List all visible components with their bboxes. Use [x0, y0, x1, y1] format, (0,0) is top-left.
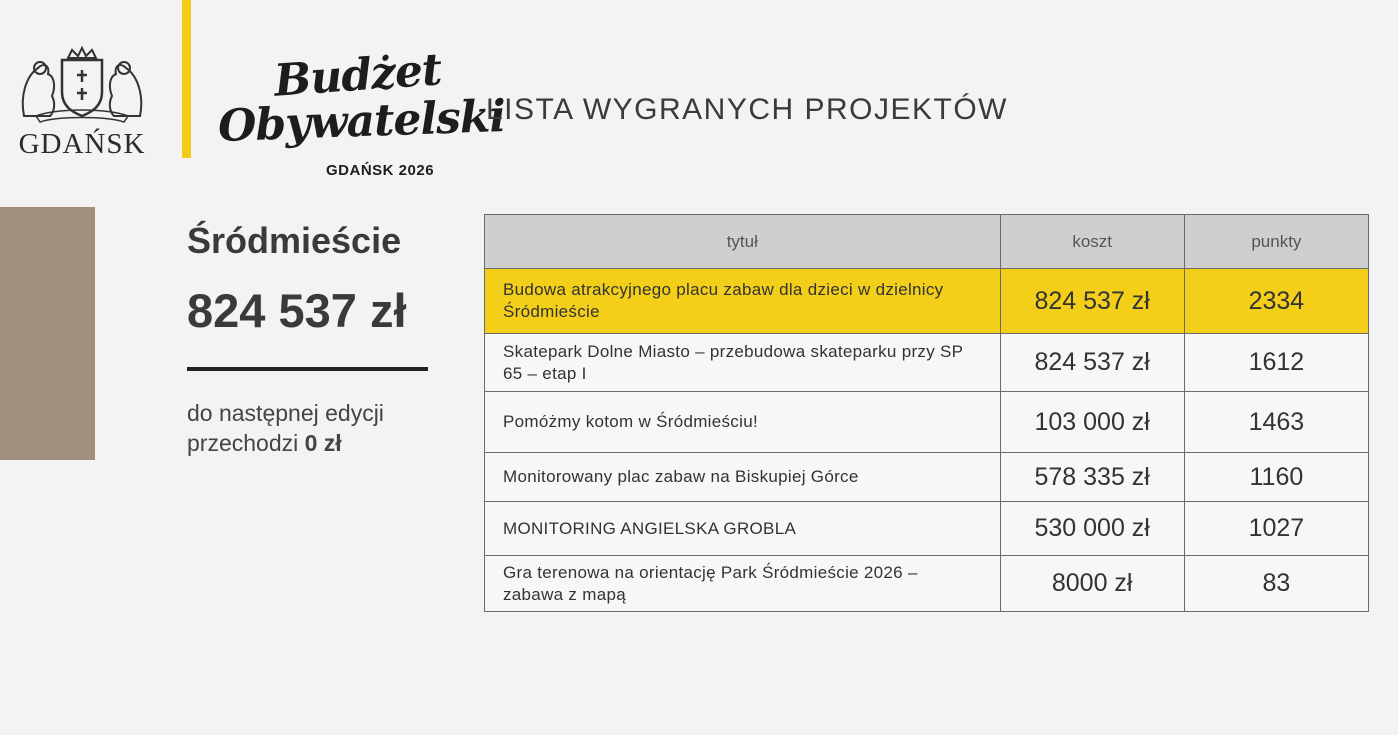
page-title: LISTA WYGRANYCH PROJEKTÓW — [486, 93, 1008, 126]
project-title: Pomóżmy kotom w Śródmieściu! — [485, 392, 1001, 453]
column-header-points: punkty — [1184, 215, 1368, 269]
project-points: 2334 — [1184, 269, 1368, 334]
divider — [187, 367, 428, 371]
project-points: 83 — [1184, 556, 1368, 612]
side-photo — [0, 207, 95, 460]
rollover-amount: 0 zł — [304, 430, 342, 456]
project-title: Gra terenowa na orientację Park Śródmieście 2026 – zabawa z mapą — [485, 556, 1001, 612]
column-header-cost: koszt — [1000, 215, 1184, 269]
project-cost: 8000 zł — [1000, 556, 1184, 612]
budzet-obywatelski-logo — [217, 44, 506, 185]
winning-projects-table — [484, 214, 1369, 612]
table-header-row — [485, 215, 1369, 269]
project-cost: 824 537 zł — [1000, 334, 1184, 392]
gdansk-city-logo — [12, 46, 152, 161]
rollover-line1: do następnej edycji — [187, 400, 384, 426]
project-title: Skatepark Dolne Miasto – przebudowa skateparku przy SP 65 – etap I — [485, 334, 1001, 392]
project-cost: 578 335 zł — [1000, 453, 1184, 502]
project-title: MONITORING ANGIELSKA GROBLA — [485, 502, 1001, 556]
project-cost: 103 000 zł — [1000, 392, 1184, 453]
logo-line1: Budżet — [272, 44, 443, 107]
district-name: Śródmieście — [187, 220, 402, 261]
table-row — [485, 502, 1369, 556]
table-row — [485, 392, 1369, 453]
column-header-title: tytuł — [485, 215, 1001, 269]
project-points: 1612 — [1184, 334, 1368, 392]
table-row — [485, 453, 1369, 502]
district-budget: 824 537 zł — [187, 284, 407, 337]
project-cost: 824 537 zł — [1000, 269, 1184, 334]
logo-line2: Obywatelski — [217, 91, 506, 152]
rollover-note — [187, 398, 384, 458]
project-points: 1160 — [1184, 453, 1368, 502]
rollover-line2: przechodzi — [187, 430, 299, 456]
project-cost: 530 000 zł — [1000, 502, 1184, 556]
logo-subtitle: GDAŃSK 2026 — [326, 162, 435, 179]
project-points: 1027 — [1184, 502, 1368, 556]
table-row — [485, 556, 1369, 612]
table-row — [485, 334, 1369, 392]
table-row — [485, 269, 1369, 334]
gdansk-coat-of-arms-icon — [16, 46, 148, 124]
project-title: Budowa atrakcyjnego placu zabaw dla dzieci w dzielnicy Śródmieście — [485, 269, 1001, 334]
project-points: 1463 — [1184, 392, 1368, 453]
city-name: GDAŃSK — [18, 128, 146, 160]
project-title: Monitorowany plac zabaw na Biskupiej Górce — [485, 453, 1001, 502]
yellow-separator — [182, 0, 191, 158]
